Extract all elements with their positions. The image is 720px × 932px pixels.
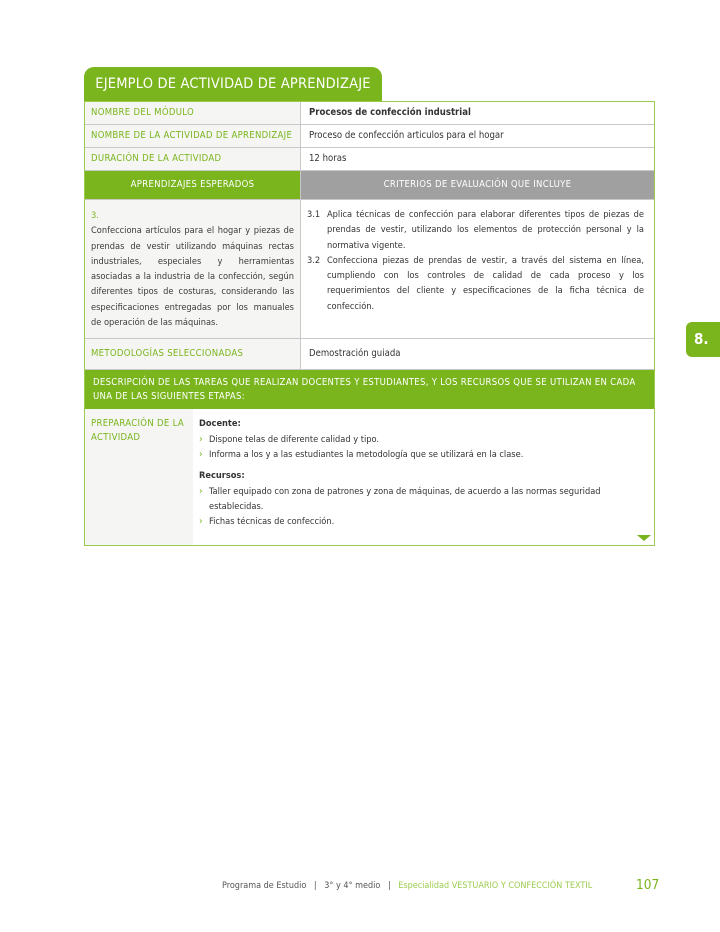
module-name-value: Procesos de confección industrial bbox=[309, 107, 471, 118]
criteria-cell bbox=[301, 200, 654, 338]
list-item bbox=[199, 484, 644, 515]
row-methodologies bbox=[85, 339, 654, 370]
teacher-heading: Docente: bbox=[199, 418, 241, 430]
chapter-tab: 8. bbox=[686, 322, 720, 357]
list-item bbox=[199, 432, 644, 447]
footer-program: Programa de Estudio bbox=[222, 881, 307, 891]
column-headers bbox=[85, 171, 654, 200]
resource-item-text: Fichas técnicas de confección. bbox=[209, 516, 335, 528]
module-name-label: NOMBRE DEL MÓDULO bbox=[85, 102, 301, 124]
chevron-right-icon: › bbox=[199, 516, 203, 528]
chevron-right-icon: › bbox=[199, 433, 203, 445]
duration-value: 12 horas bbox=[309, 153, 347, 164]
list-item bbox=[199, 514, 644, 529]
teacher-item-text: Dispone telas de diferente calidad y tipo. bbox=[209, 433, 380, 445]
learning-number: 3. bbox=[91, 210, 99, 221]
teacher-item-text: Informa a los y a las estudiantes la metodología que se utilizará en la clase. bbox=[209, 448, 524, 460]
criterion-number: 3.1 bbox=[307, 209, 321, 220]
expected-learning-header: APRENDIZAJES ESPERADOS bbox=[85, 171, 301, 199]
methodologies-value: Demostración guiada bbox=[309, 348, 401, 360]
activity-name-value: Proceso de confección articulos para el hogar bbox=[309, 130, 504, 141]
evaluation-criteria-header: CRITERIOS DE EVALUACIÓN QUE INCLUYE bbox=[301, 171, 654, 199]
row-activity-name bbox=[85, 125, 654, 148]
description-band: DESCRIPCIÓN DE LAS TAREAS QUE REALIZAN DOCENTES Y ESTUDIANTES, Y LOS RECURSOS QUE SE UTILIZAN EN CADA UNA DE LAS SIGUIENTES ETAPAS: bbox=[85, 370, 654, 409]
preparation-label: PREPARACIÓN DE LA ACTIVIDAD bbox=[85, 409, 193, 545]
activity-example-title: EJEMPLO DE ACTIVIDAD DE APRENDIZAJE bbox=[84, 67, 382, 101]
row-preparation bbox=[85, 409, 654, 545]
expected-learning-cell bbox=[85, 200, 301, 338]
chevron-right-icon: › bbox=[199, 448, 203, 460]
chevron-right-icon: › bbox=[199, 485, 203, 497]
footer-separator: | bbox=[313, 881, 317, 891]
resources-heading: Recursos: bbox=[199, 470, 245, 482]
criterion-item bbox=[307, 207, 644, 253]
resource-item-text: Taller equipado con zona de patrones y zona de máquinas, de acuerdo a las normas seguridad establecidas. bbox=[209, 485, 601, 512]
learning-text: Confecciona artículos para el hogar y piezas de prendas de vestir utilizando máquinas rectas industriales, especiales y herramientas asociadas a la industria de la confección, según diferentes tipos de costuras, considerando las especificaciones entregadas por los manuales de operación de las máquinas. bbox=[91, 225, 294, 329]
continue-triangle-icon bbox=[637, 535, 651, 541]
page-number: 107 bbox=[636, 877, 660, 893]
criterion-text: Confecciona piezas de prendas de vestir, a través del sistema en línea, cumpliendo con los controles de calidad de cada proceso y los requerimientos del cliente y especificaciones de la ficha técnica de confección. bbox=[327, 254, 644, 312]
methodologies-label: METODOLOGÍAS SELECCIONADAS bbox=[85, 339, 301, 369]
footer-level: 3° y 4° medio bbox=[324, 881, 381, 891]
row-module-name bbox=[85, 102, 654, 125]
preparation-content bbox=[193, 409, 654, 545]
activity-table bbox=[84, 101, 655, 546]
list-item bbox=[199, 447, 644, 462]
row-duration bbox=[85, 148, 654, 171]
duration-label: DURACIÓN DE LA ACTIVIDAD bbox=[85, 148, 301, 170]
activity-name-label: NOMBRE DE LA ACTIVIDAD DE APRENDIZAJE bbox=[85, 125, 301, 147]
criterion-item bbox=[307, 253, 644, 314]
criterion-number: 3.2 bbox=[307, 254, 321, 266]
footer-specialty: Especialidad VESTUARIO Y CONFECCIÓN TEXTIL bbox=[398, 881, 593, 891]
page-footer bbox=[222, 877, 660, 894]
criterion-text: Aplica técnicas de confección para elaborar diferentes tipos de piezas de prendas de vestir, utilizando los elementos de protección personal y la normativa vigente. bbox=[327, 209, 644, 251]
learning-criteria-row bbox=[85, 200, 654, 339]
footer-separator: | bbox=[387, 881, 391, 891]
